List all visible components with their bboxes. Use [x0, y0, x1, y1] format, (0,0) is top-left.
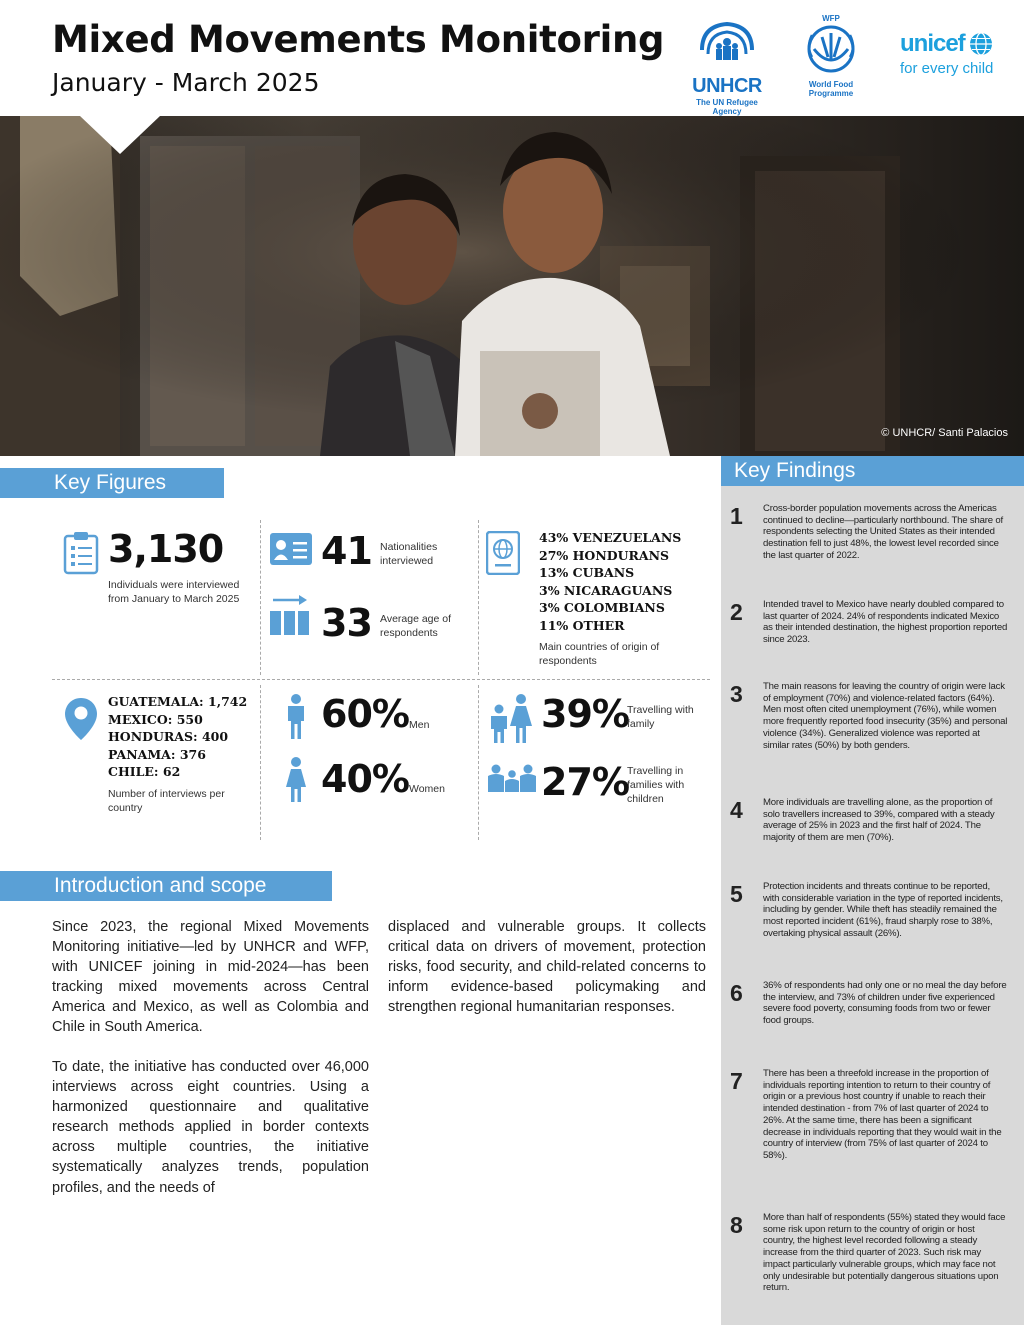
- countries-list: [108, 693, 258, 781]
- page-subtitle: January - March 2025: [52, 68, 320, 97]
- family-percent: 39%: [541, 692, 629, 736]
- country-item: HONDURAS: 400: [108, 729, 229, 744]
- header: [0, 0, 1024, 116]
- nationalities-label: Nationalities interviewed: [380, 541, 438, 567]
- women-percent: 40%: [321, 757, 409, 801]
- woman-icon: [285, 757, 307, 803]
- finding-number: 7: [730, 1068, 743, 1094]
- wfp-logo: [800, 14, 862, 98]
- finding-number: 6: [730, 980, 743, 1006]
- introduction-heading: Introduction and scope: [0, 871, 332, 901]
- divider: [478, 685, 479, 840]
- clipboard-icon: [63, 531, 99, 575]
- unhcr-emblem-icon: [694, 20, 760, 70]
- finding-number: 8: [730, 1212, 743, 1238]
- men-label: Men: [409, 719, 430, 731]
- key-findings-heading: Key Findings: [721, 456, 1024, 486]
- unicef-tagline: for every child: [900, 60, 994, 77]
- unicef-logo: [900, 30, 1016, 77]
- page-title: Mixed Movements Monitoring: [52, 18, 665, 61]
- countries-label: Number of interviews per country: [108, 788, 225, 814]
- key-figures-heading: Key Figures: [0, 468, 224, 498]
- origins-list: [539, 529, 709, 634]
- finding-text: Cross-border population movements across the Americas continued to decline—particularly northbound. The share of respondents selecting the United States as their intended destination fell to just 48%, the lowest level recorded since the last quarter of 2022.: [763, 503, 1003, 561]
- finding-text: The main reasons for leaving the country of origin were lack of employment (70%) and violence-related factors (64%). Men most often cited unemployment (76%), while women more frequently reported food insecurity (35%) and personal violence (34%). Generalized violence was reported at similar rates (50%) by both genders.: [763, 681, 1008, 751]
- origins-label: Main countries of origin of respondents: [539, 641, 660, 667]
- country-item: GUATEMALA: 1,742: [108, 694, 248, 709]
- family-icon: [488, 694, 534, 744]
- intro-paragraph: Since 2023, the regional Mixed Movements Monitoring initiative—led by UNHCR and WFP, with UNICEF joining in mid-2024—has been tracking mixed movements across Central America and Mexico, as well as Colombia and Chile in South America.: [52, 919, 369, 1036]
- age-chart-icon: [269, 593, 311, 635]
- unhcr-wordmark: UNHCR: [692, 75, 762, 97]
- divider: [478, 520, 479, 675]
- intro-paragraph: displaced and vulnerable groups. It collects critical data on drivers of movement, protection risks, food security, and child-related concerns to inform evidence-based policymaking and strengthen regional humanitarian responses.: [388, 919, 706, 1016]
- man-icon: [285, 694, 307, 740]
- origin-item: 43% VENEZUELANS: [539, 530, 682, 545]
- finding-text: Protection incidents and threats continue to be reported, with considerable variation in the type of reported incidents, including by gender. While theft has steadily remained the most reported incident (61%), fraud sharply rose to 38%, overtaking physical assault (26%).: [763, 881, 1003, 939]
- origin-item: 13% CUBANS: [539, 565, 635, 580]
- intro-paragraph: To date, the initiative has conducted over 46,000 interviews across eight countries. Using a harmonized questionnaire and qualitative research methods applied in border contexts across multiple countries, the initiative systematically analyzes trends, population profiles, and the needs of: [52, 1059, 369, 1196]
- finding-text: More than half of respondents (55%) stated they would face some risk upon return to the country of origin or host country, the highest level recorded following a steady increase from the third quarter of 2023. Such risk may impact particularly vulnerable groups, which may face not only undesirable but potentially dangerous situations upon return.: [763, 1212, 1006, 1294]
- women-label: Women: [409, 783, 445, 795]
- unhcr-tagline: The UN Refugee Agency: [696, 98, 758, 116]
- divider: [260, 685, 261, 840]
- finding-text: Intended travel to Mexico have nearly doubled compared to last quarter of 2024. 24% of respondents indicated Mexico as their intended destination, the highest proportion reported since 2023.: [763, 599, 1008, 646]
- average-age: 33: [321, 601, 372, 645]
- map-pin-icon: [63, 696, 99, 742]
- id-card-icon: [269, 532, 313, 566]
- unhcr-logo: [688, 20, 766, 116]
- men-percent: 60%: [321, 692, 409, 736]
- average-age-label: Average age of respondents: [380, 613, 452, 639]
- finding-number: 2: [730, 599, 743, 625]
- origin-item: 27% HONDURANS: [539, 547, 670, 563]
- divider: [260, 520, 261, 675]
- nationalities-count: 41: [321, 529, 372, 573]
- hero-photo: [0, 116, 1024, 456]
- wfp-emblem-icon: [802, 23, 860, 75]
- finding-text: More individuals are travelling alone, as the proportion of solo travellers increased to 39%, compared with a steady average of 25% in 2023 and the first half of 2024. The majority of them are men (70%).: [763, 797, 995, 844]
- finding-number: 5: [730, 881, 743, 907]
- wfp-name: World Food Programme: [808, 80, 854, 98]
- family-label: Travelling with family: [627, 704, 694, 730]
- photo-credit: © UNHCR/ Santi Palacios: [881, 427, 1008, 439]
- finding-number: 4: [730, 797, 743, 823]
- wfp-short-name: WFP: [822, 14, 840, 23]
- interviews-label: Individuals were interviewed from January to March 2025: [108, 579, 240, 605]
- finding-text: There has been a threefold increase in the proportion of individuals reporting intention to return to their country of origin or a previous host country if unable to reach their intended destination - from 7% of last quarter of 2024 to 26%. At the same time, there has been a significant decrease in individuals reporting that they would wait in the country of interview (from 75% of last quarter of 2024 to 58%).: [763, 1068, 1002, 1161]
- children-percent: 27%: [541, 760, 629, 804]
- country-item: MEXICO: 550: [108, 711, 203, 727]
- country-item: CHILE: 62: [108, 764, 181, 779]
- origin-item: 3% COLOMBIANS: [539, 600, 665, 615]
- interviews-count: 3,130: [108, 527, 224, 571]
- family-with-children-icon: [487, 764, 537, 794]
- unicef-wordmark: unicef: [900, 30, 965, 57]
- photo-notch: [80, 116, 160, 154]
- unicef-globe-icon: [968, 31, 994, 57]
- origin-item: 3% NICARAGUANS: [539, 582, 673, 598]
- finding-number: 3: [730, 681, 743, 707]
- finding-text: 36% of respondents had only one or no meal the day before the interview, and 73% of children under five experienced severe food poverty, consuming foods from two or fewer food groups.: [763, 980, 1007, 1027]
- country-item: PANAMA: 376: [108, 746, 206, 762]
- finding-number: 1: [730, 503, 743, 529]
- passport-icon: [486, 531, 520, 575]
- divider: [52, 679, 710, 680]
- origin-item: 11% OTHER: [539, 617, 625, 633]
- children-label: Travelling in families with children: [627, 765, 685, 805]
